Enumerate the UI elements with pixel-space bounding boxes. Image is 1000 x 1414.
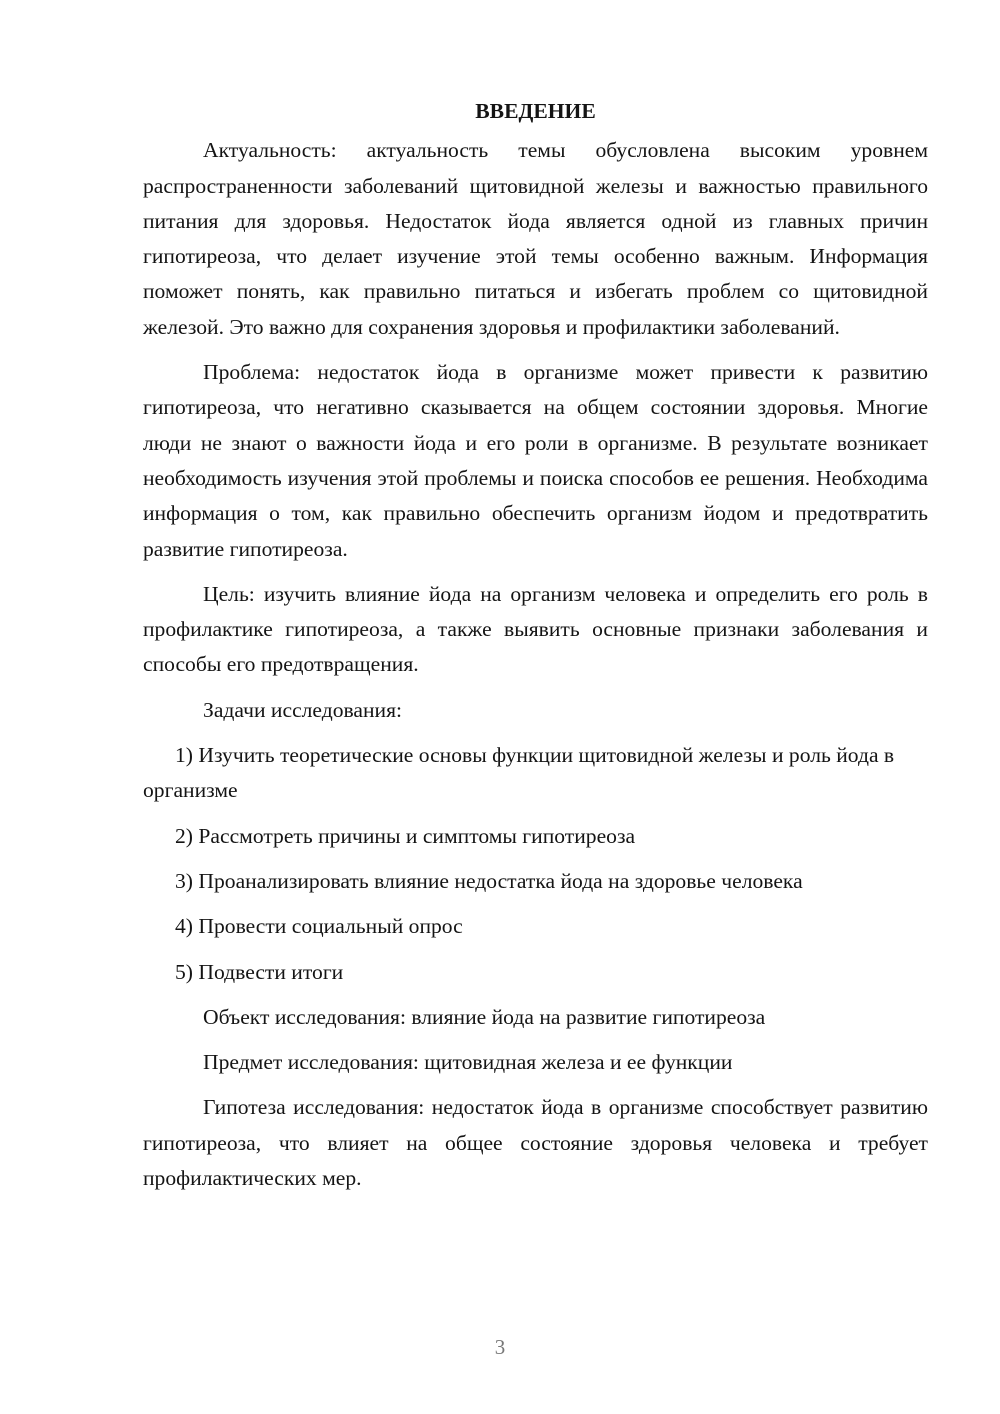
section-title: ВВЕДЕНИЕ [475,99,596,123]
research-object: Объект исследования: влияние йода на развитие гипотиреоза [203,1004,766,1029]
goal-paragraph: Цель: изучить влияние йода на организм человека и определить его роль в профилактике гипотиреоза, а также выявить основные признаки заболевания и способы его предотвращения. [143,581,928,677]
tasks-list [143,738,928,990]
task-item-1: 1) Изучить теоретические основы функции щитовидной железы и роль йода в организме [143,743,895,803]
task-item-2: 2) Рассмотреть причины и симптомы гипотиреоза [175,823,636,848]
page-content [143,94,928,1206]
task-item-4: 4) Провести социальный опрос [175,914,463,939]
research-subject: Предмет исследования: щитовидная железа и ее функции [203,1050,733,1075]
tasks-heading: Задачи исследования: [203,697,403,722]
page-number: 3 [494,1335,506,1359]
research-hypothesis: Гипотеза исследования: недостаток йода в организме способствует развитию гипотиреоза, что влияет на общее состояние здоровья человека и требует профилактических мер. [143,1095,928,1191]
task-item-3: 3) Проанализировать влияние недостатка йода на здоровье человека [175,868,803,893]
relevance-paragraph: Актуальность: актуальность темы обусловлена высоким уровнем распространенности заболеваний щитовидной железы и важностью правильного питания для здоровья. Недостаток йода является одной из главных причин гипотиреоза, что делает изучение этой темы особенно важным. Информация поможет понять, как правильно питаться и избегать проблем со щитовидной железой. Это важно для сохранения здоровья и профилактики заболеваний. [143,138,928,339]
problem-paragraph: Проблема: недостаток йода в организме может привести к развитию гипотиреоза, что негативно сказывается на общем состоянии здоровья. Многие люди не знают о важности йода и его роли в организме. В результате возникает необходимость изучения этой проблемы и поиска способов ее решения. Необходима информация о том, как правильно обеспечить организм йодом и предотвратить развитие гипотиреоза. [143,360,928,561]
task-item-5: 5) Подвести итоги [175,959,344,984]
